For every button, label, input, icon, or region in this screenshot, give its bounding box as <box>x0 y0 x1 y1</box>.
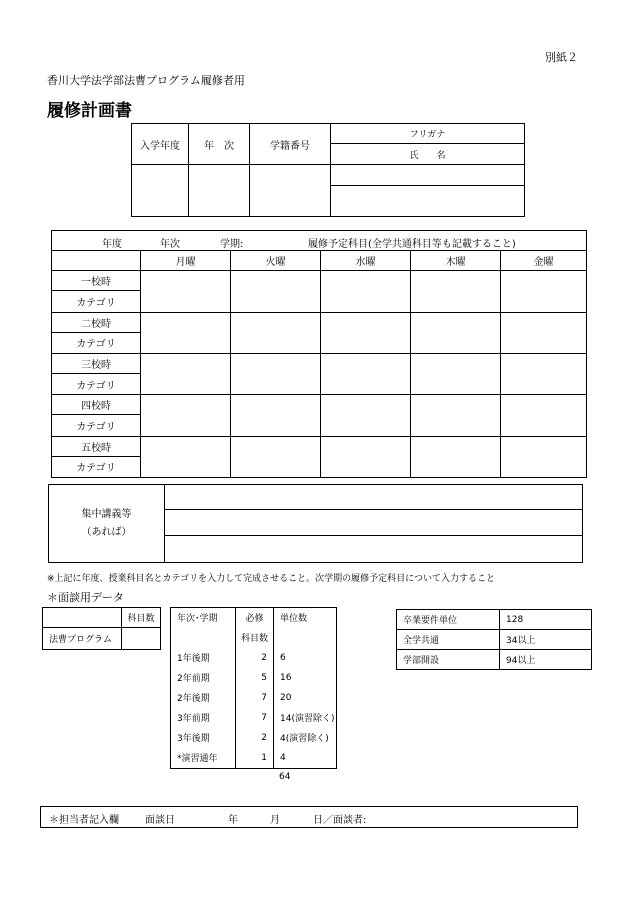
term-row-1: 1年後期 <box>171 648 236 668</box>
planned-courses-label: 履修予定科目(全学共通科目等も記載すること) <box>308 239 516 250</box>
category-label-2: カテゴリ <box>52 332 141 353</box>
program-subject-count-field[interactable] <box>122 628 161 650</box>
enroll-year-field[interactable] <box>132 165 189 217</box>
period-5-label: 五校時 <box>52 436 141 456</box>
intensive-label <box>49 485 165 563</box>
cell-wed-2[interactable] <box>321 312 411 353</box>
period-3-label: 三校時 <box>52 353 141 373</box>
term-header: 年次･学期 <box>171 608 236 628</box>
cell-mon-3[interactable] <box>141 353 231 394</box>
cell-tue-3[interactable] <box>231 353 321 394</box>
furigana-header: フリガナ <box>331 124 525 144</box>
faculty-courses-label: 学部開設 <box>397 650 500 670</box>
intensive-label-line1: 集中講義等 <box>81 508 132 520</box>
category-label-1: カテゴリ <box>52 291 141 312</box>
term-row-5: 3年後期 <box>171 728 236 748</box>
required-row-4: 7 <box>236 708 274 728</box>
cell-fri-1[interactable] <box>501 271 587 312</box>
day-tuesday: 火曜 <box>231 251 321 271</box>
cell-tue-2[interactable] <box>231 312 321 353</box>
staff-entry-label: ＊担当者記入欄 <box>49 815 119 826</box>
cell-mon-5[interactable] <box>141 436 231 477</box>
name-field[interactable] <box>331 185 525 216</box>
term-header-blank <box>171 628 236 648</box>
staff-entry-box <box>40 806 578 828</box>
day-monday: 月曜 <box>141 251 231 271</box>
required-row-2: 5 <box>236 668 274 688</box>
term-row-3: 2年後期 <box>171 688 236 708</box>
day-interviewer-label: 日／面談者: <box>313 815 367 826</box>
graduation-requirements-table <box>396 609 592 670</box>
grad-req-value: 128 <box>500 610 592 630</box>
student-no-header: 学籍番号 <box>250 124 331 165</box>
corner-cell <box>52 251 141 271</box>
instruction-note: ※上記に年度、授業科目名とカテゴリを入力して完成させること。次学期の履修予定科目について入力すること <box>47 574 496 584</box>
cell-tue-4[interactable] <box>231 395 321 436</box>
cell-fri-5[interactable] <box>501 436 587 477</box>
cell-mon-1[interactable] <box>141 271 231 312</box>
schedule-table <box>51 230 587 478</box>
document-subtitle: 香川大学法学部法曹プログラム履修者用 <box>47 74 245 87</box>
day-wednesday: 水曜 <box>321 251 411 271</box>
required-row-6: 1 <box>236 748 274 769</box>
cell-wed-5[interactable] <box>321 436 411 477</box>
furigana-field[interactable] <box>331 165 525 185</box>
grade-header: 年 次 <box>189 124 250 165</box>
general-ed-value: 34以上 <box>500 630 592 650</box>
enroll-year-header: 入学年度 <box>132 124 189 165</box>
year-label: 年度 <box>102 239 122 250</box>
grade-field[interactable] <box>189 165 250 217</box>
faculty-courses-value: 94以上 <box>500 650 592 670</box>
day-thursday: 木曜 <box>411 251 501 271</box>
units-total: 64 <box>279 772 291 782</box>
intensive-field-1[interactable] <box>165 485 583 510</box>
period-1-label: 一校時 <box>52 271 141 291</box>
intensive-label-line2: （あれば） <box>81 526 132 538</box>
units-row-2: 16 <box>274 668 337 688</box>
term-label: 学期: <box>220 239 244 250</box>
period-4-label: 四校時 <box>52 395 141 415</box>
cell-thu-5[interactable] <box>411 436 501 477</box>
category-label-4: カテゴリ <box>52 415 141 436</box>
program-row-label: 法曹プログラム <box>43 628 122 650</box>
units-row-3: 20 <box>274 688 337 708</box>
cell-thu-1[interactable] <box>411 271 501 312</box>
term-row-2: 2年前期 <box>171 668 236 688</box>
required-row-1: 2 <box>236 648 274 668</box>
term-requirements-table <box>170 607 337 769</box>
name-header: 氏 名 <box>331 144 525 165</box>
interview-heading: ＊面談用データ <box>47 591 124 604</box>
cell-wed-4[interactable] <box>321 395 411 436</box>
intensive-courses-table <box>48 484 583 563</box>
attachment-label: 別紙２ <box>545 51 578 64</box>
year-mark: 年 <box>228 815 238 826</box>
day-friday: 金曜 <box>501 251 587 271</box>
cell-mon-2[interactable] <box>141 312 231 353</box>
intensive-field-2[interactable] <box>165 510 583 536</box>
intensive-field-3[interactable] <box>165 536 583 563</box>
cell-tue-1[interactable] <box>231 271 321 312</box>
document-title: 履修計画書 <box>47 101 132 121</box>
cell-wed-1[interactable] <box>321 271 411 312</box>
cell-fri-4[interactable] <box>501 395 587 436</box>
schedule-header-row <box>52 231 587 251</box>
grad-req-label: 卒業要件単位 <box>397 610 500 630</box>
student-info-table <box>131 123 525 217</box>
category-label-5: カテゴリ <box>52 456 141 477</box>
cell-fri-3[interactable] <box>501 353 587 394</box>
cell-thu-4[interactable] <box>411 395 501 436</box>
program-table <box>42 607 161 650</box>
units-row-6: 4 <box>274 748 337 769</box>
month-mark: 月 <box>270 815 280 826</box>
units-row-4: 14(演習除く) <box>274 708 337 728</box>
interview-date-label: 面談日 <box>145 815 175 826</box>
units-row-1: 6 <box>274 648 337 668</box>
units-row-5: 4(演習除く) <box>274 728 337 748</box>
units-header-blank <box>274 628 337 648</box>
units-header: 単位数 <box>274 608 337 628</box>
term-row-4: 3年前期 <box>171 708 236 728</box>
subject-count-header: 科目数 <box>122 608 161 628</box>
cell-fri-2[interactable] <box>501 312 587 353</box>
cell-tue-5[interactable] <box>231 436 321 477</box>
required-row-5: 2 <box>236 728 274 748</box>
cell-thu-3[interactable] <box>411 353 501 394</box>
cell-thu-2[interactable] <box>411 312 501 353</box>
required-header-2: 科目数 <box>236 628 274 648</box>
period-2-label: 二校時 <box>52 312 141 332</box>
term-row-6: *演習通年 <box>171 748 236 769</box>
student-no-field[interactable] <box>250 165 331 217</box>
general-ed-label: 全学共通 <box>397 630 500 650</box>
cell-mon-4[interactable] <box>141 395 231 436</box>
grade-label: 年次 <box>160 239 180 250</box>
required-row-3: 7 <box>236 688 274 708</box>
required-header-1: 必修 <box>236 608 274 628</box>
cell-wed-3[interactable] <box>321 353 411 394</box>
program-corner <box>43 608 122 628</box>
category-label-3: カテゴリ <box>52 374 141 395</box>
